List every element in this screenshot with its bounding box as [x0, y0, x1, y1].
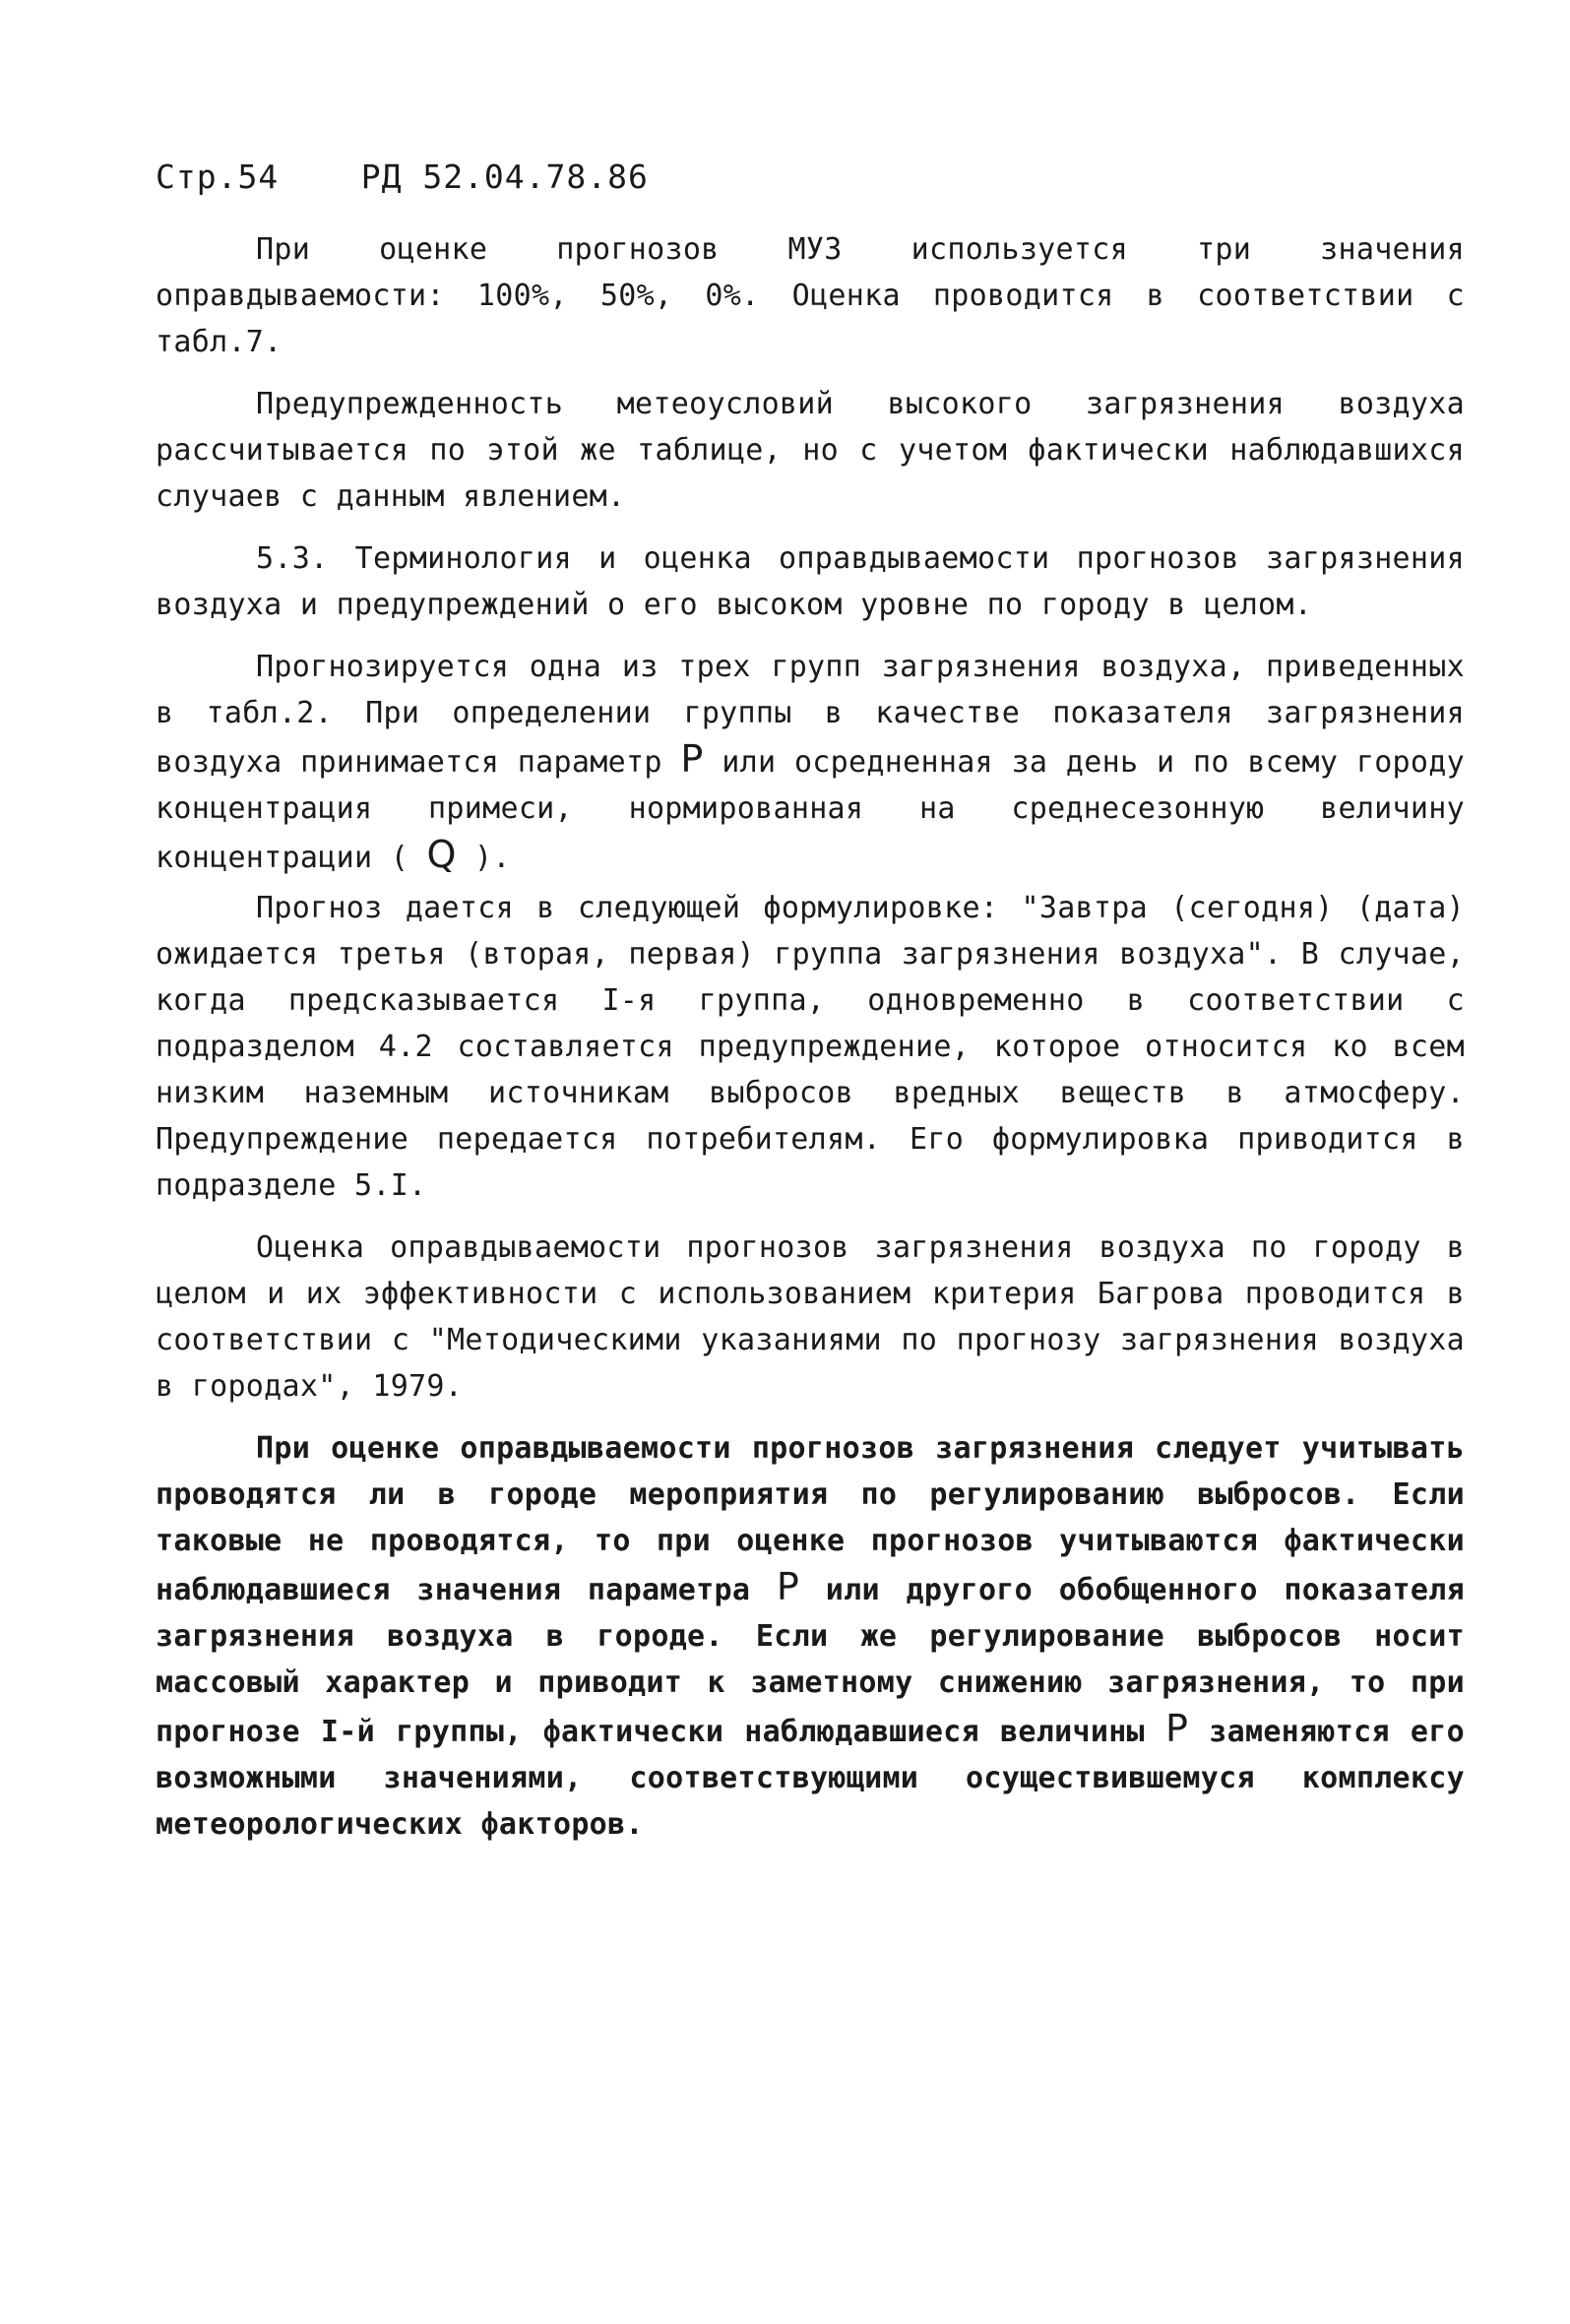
- paragraph-forecast-wording: Прогноз дается в следующей формулировке: "Завтра (сегодня) (дата) ожидается третья (вторая, первая) группа загрязнения воздуха". В случае, когда предсказывается I-я группа, одновременно в соответствии с подразделом 4.2 составляется предупреждение, которое относится ко всем низким наземным источникам выбросов вредных веществ в атмосферу. Предупреждение передается потребителям. Его формулировка приводится в подразделе 5.I.: [156, 891, 1465, 1203]
- section-5-3-heading: 5.3. Терминология и оценка оправдываемости прогнозов загрязнения воздуха и предупреждений о его высоком уровне по городу в целом.: [156, 541, 1465, 622]
- page-number: Стр.54: [156, 157, 280, 196]
- document-body: [156, 226, 1465, 1863]
- paragraph-emission-regulation: [156, 1425, 1465, 1848]
- parameter-q-symbol: Q: [426, 833, 457, 876]
- paragraph-text-part: или осредненная за день и по всему городу концентрация примеси, нормированная на среднесезонную величину концентрации (: [156, 745, 1465, 875]
- paragraph-pollution-groups: [156, 644, 1465, 881]
- paragraph-text-part: заменяются его возможными значениями, соответствующими осуществившемуся комплексу метеорологических факторов.: [156, 1715, 1465, 1842]
- document-code: РД 52.04.78.86: [360, 157, 649, 196]
- paragraph-muz-evaluation: При оценке прогнозов МУЗ используется три значения оправдываемости: 100%, 50%, 0%. Оценка проводится в соответствии с табл.7.: [156, 232, 1465, 359]
- paragraph-text-part: ).: [474, 841, 511, 875]
- paragraph-text-part: или другого обобщенного показателя загрязнения воздуха в городе. Если же регулирование выбросов носит массовый характер и приводит к заметному снижению загрязнения, то при прогнозе I-й группы, фактически наблюдавшиеся величины: [156, 1573, 1465, 1749]
- parameter-p-symbol: P: [776, 1565, 800, 1608]
- parameter-p-symbol: P: [680, 737, 704, 781]
- paragraph-text-part: Прогнозируется одна из трех групп загрязнения воздуха, приведенных в табл.2. При определении группы в качестве показателя загрязнения воздуха принимается параметр: [156, 650, 1465, 780]
- parameter-p-symbol: P: [1164, 1707, 1189, 1750]
- page-header: [156, 157, 649, 196]
- paragraph-text-part: При оценке оправдываемости прогнозов загрязнения следует учитывать проводятся ли в городе мероприятия по регулированию выбросов. Если таковые не проводятся, то при оценке прогнозов учитываются фактически наблюдавшиеся значения параметра: [156, 1431, 1465, 1607]
- paragraph-bagrov-criterion: Оценка оправдываемости прогнозов загрязнения воздуха по городу в целом и их эффективности с использованием критерия Багрова проводится в соответствии с "Методическими указаниями по прогнозу загрязнения воздуха в городах", 1979.: [156, 1230, 1465, 1404]
- paragraph-warning-rate: Предупрежденность метеоусловий высокого загрязнения воздуха рассчитывается по этой же таблице, но с учетом фактически наблюдавшихся случаев с данным явлением.: [156, 387, 1465, 514]
